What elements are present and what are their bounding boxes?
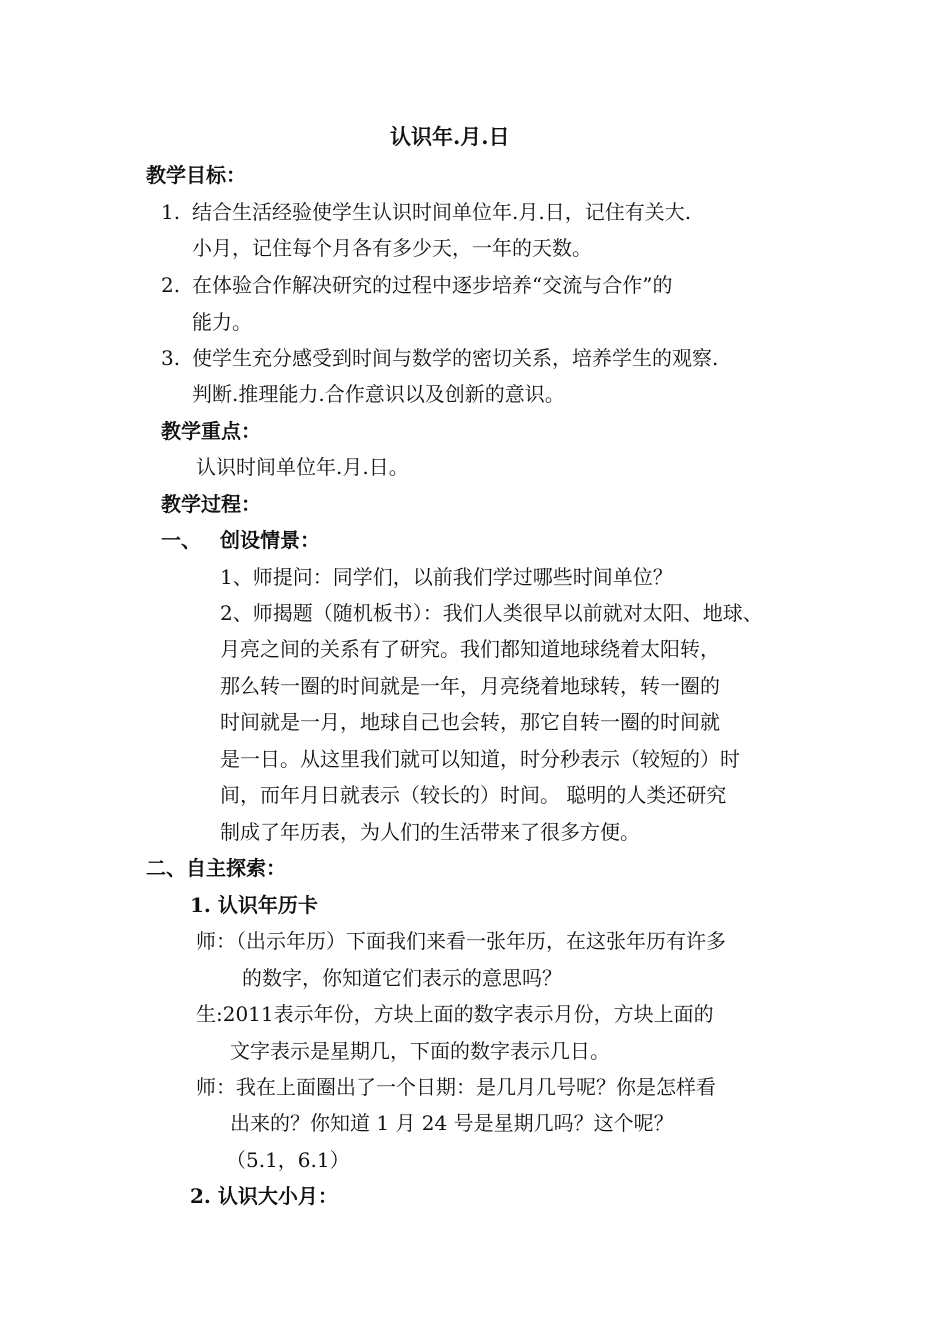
section-1-line: 制成了年历表，为人们的生活带来了很多方便。 bbox=[220, 820, 640, 844]
dialog-line: 文字表示是星期几，下面的数字表示几日。 bbox=[230, 1039, 610, 1063]
section-1-number: 一、 bbox=[161, 528, 201, 552]
dialog-line: 师：我在上面圈出了一个日期：是几月几号呢？你是怎样看 bbox=[196, 1075, 716, 1099]
section-1-line: 1、师提问：同学们，以前我们学过哪些时间单位？ bbox=[220, 565, 673, 589]
page-title: 认识年.月.日 bbox=[390, 124, 510, 149]
goal-1-line-1: 结合生活经验使学生认识时间单位年.月.日，记住有关大. bbox=[192, 200, 692, 224]
key-point-text: 认识时间单位年.月.日。 bbox=[196, 455, 409, 479]
section-2-title: 二、自主探索： bbox=[146, 856, 286, 880]
section-1-line: 时间就是一月，地球自己也会转，那它自转一圈的时间就 bbox=[220, 710, 720, 734]
subsection-1-title: 1. 认识年历卡 bbox=[190, 893, 318, 917]
goal-1-line-2: 小月，记住每个月各有多少天，一年的天数。 bbox=[192, 236, 592, 260]
goal-3-number: 3. bbox=[161, 346, 181, 370]
goal-3-line-1: 使学生充分感受到时间与数学的密切关系，培养学生的观察. bbox=[192, 346, 719, 370]
section-1-line: 2、师揭题（随机板书）：我们人类很早以前就对太阳、地球、 bbox=[220, 601, 763, 625]
goal-2-number: 2. bbox=[161, 273, 181, 297]
section-1-line: 是一日。从这里我们就可以知道，时分秒表示（较短的）时 bbox=[220, 747, 740, 771]
key-point-heading: 教学重点： bbox=[161, 419, 261, 443]
dialog-line: 生:2011表示年份，方块上面的数字表示月份，方块上面的 bbox=[196, 1002, 714, 1026]
dialog-line: 的数字，你知道它们表示的意思吗？ bbox=[242, 966, 562, 990]
section-1-line: 那么转一圈的时间就是一年，月亮绕着地球转，转一圈的 bbox=[220, 674, 720, 698]
goal-2-line-1: 在体验合作解决研究的过程中逐步培养“交流与合作”的 bbox=[192, 273, 673, 297]
dialog-line: （5.1，6.1） bbox=[226, 1148, 350, 1172]
goal-3-line-2: 判断.推理能力.合作意识以及创新的意识。 bbox=[192, 382, 565, 406]
process-heading: 教学过程： bbox=[161, 492, 261, 516]
goal-2-line-2: 能力。 bbox=[192, 310, 252, 334]
section-1-line: 月亮之间的关系有了研究。我们都知道地球绕着太阳转， bbox=[220, 637, 720, 661]
section-1-line: 间，而年月日就表示（较长的）时间。 聪明的人类还研究 bbox=[220, 783, 727, 807]
dialog-line: 师：（出示年历）下面我们来看一张年历，在这张年历有许多 bbox=[196, 929, 726, 953]
section-1-title: 创设情景： bbox=[220, 528, 320, 552]
goals-heading: 教学目标： bbox=[146, 163, 246, 187]
dialog-line: 出来的？你知道 1 月 24 号是星期几吗？这个呢？ bbox=[230, 1111, 674, 1135]
subsection-2-title: 2. 认识大小月： bbox=[190, 1184, 338, 1208]
goal-1-number: 1. bbox=[161, 200, 181, 224]
